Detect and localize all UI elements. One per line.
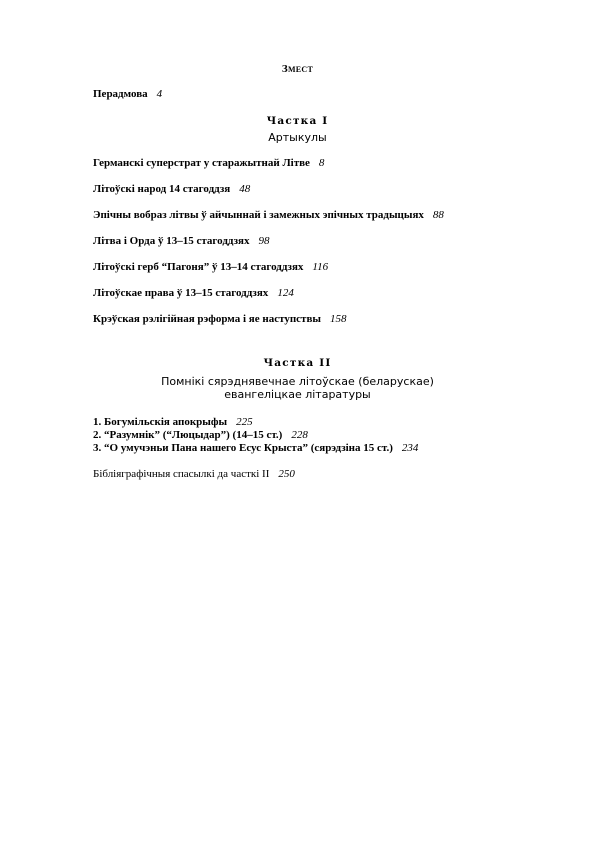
toc-entry xyxy=(93,429,308,441)
entry-title: Перадмова xyxy=(93,88,148,100)
entry-page: 234 xyxy=(401,442,419,454)
entry-title: Эпічны вобраз літвы ў айчыннай і замежных эпічных традыцыях xyxy=(93,209,424,221)
entry-page: 48 xyxy=(239,183,251,195)
toc-entry xyxy=(93,287,294,299)
entry-page: 158 xyxy=(330,313,347,325)
entry-page: 228 xyxy=(291,429,308,441)
toc-entry xyxy=(93,416,253,428)
part-1-heading: Частка I xyxy=(266,115,329,127)
part-2-heading: Частка II xyxy=(263,357,332,369)
entry-title: Літоўскі герб “Пагоня” ў 13–14 стагоддзях xyxy=(93,261,304,273)
entry-title: Германскі суперстрат у старажытнай Літве xyxy=(93,157,310,169)
part-2-subtitle-line-2: евангеліцкае літаратуры xyxy=(224,388,371,401)
toc-entry xyxy=(93,157,324,169)
entry-title: 2. “Разумнік” (“Люцыдар”) (14–15 ст.) xyxy=(93,429,283,441)
toc-entry xyxy=(93,235,269,247)
toc-entry xyxy=(93,183,250,195)
entry-title: Бібліяграфічныя спасылкі да часткі II xyxy=(93,468,270,480)
entry-page: 98 xyxy=(258,235,270,247)
entry-title: 1. Богумільскія апокрыфы xyxy=(93,416,228,428)
toc-entry-preface xyxy=(93,88,162,100)
entry-page: 116 xyxy=(312,261,329,273)
entry-page: 250 xyxy=(278,468,295,480)
toc-title: Змест xyxy=(281,63,314,75)
entry-title: Літва і Орда ў 13–15 стагоддзях xyxy=(93,235,250,247)
part-1-subtitle: Артыкулы xyxy=(268,131,327,144)
entry-page: 124 xyxy=(277,287,294,299)
entry-title: 3. “О умучэньи Пана нашего Есус Крыста” (сярэдзіна 15 ст.) xyxy=(93,442,393,454)
toc-entry xyxy=(93,313,347,325)
part-2-subtitle-line-1: Помнікі сярэднявечнае літоўскае (беларускае) xyxy=(161,375,434,388)
entry-page: 4 xyxy=(156,88,163,100)
entry-title: Літоўскае права ў 13–15 стагоддзях xyxy=(93,287,269,299)
entry-page: 8 xyxy=(318,157,325,169)
entry-page: 88 xyxy=(432,209,444,221)
entry-title: Крэўская рэлігійная рэформа і яе наступствы xyxy=(93,313,321,325)
toc-entry xyxy=(93,209,444,221)
toc-entry-bibliography xyxy=(93,468,295,480)
toc-entry xyxy=(93,442,418,454)
entry-title: Літоўскі народ 14 стагоддзя xyxy=(93,183,231,195)
toc-entry xyxy=(93,261,328,273)
entry-page: 225 xyxy=(236,416,253,428)
